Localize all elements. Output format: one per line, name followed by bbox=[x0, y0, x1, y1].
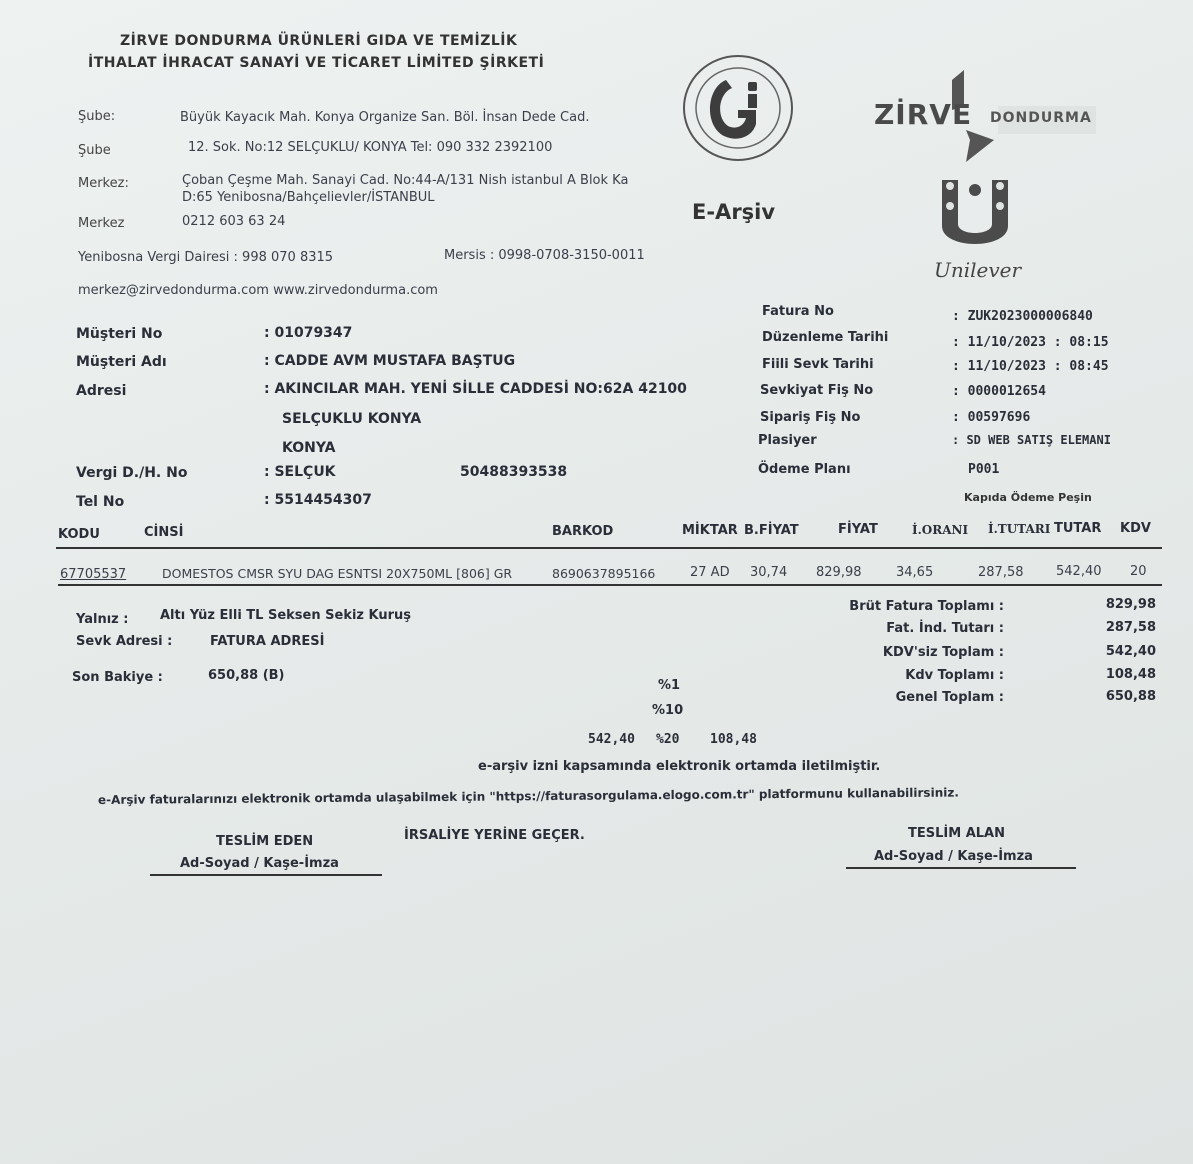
brand-word-dondurma: DONDURMA bbox=[990, 110, 1092, 126]
signature-line-right bbox=[846, 867, 1076, 869]
address-value: Çoban Çeşme Mah. Sanayi Cad. No:44-A/131 Nish istanbul A Blok Ka bbox=[182, 173, 629, 188]
earsiv-note: e-arşiv izni kapsamında elektronik ortamda iletilmiştir. bbox=[478, 759, 881, 774]
col-header-discount-amount: İ.TUTARI bbox=[988, 522, 1051, 536]
shipping-address-value: FATURA ADRESİ bbox=[210, 634, 325, 649]
unilever-logo-icon bbox=[932, 176, 1018, 260]
delivered-by-title: TESLİM EDEN bbox=[216, 834, 314, 849]
tax-number: 50488393538 bbox=[460, 464, 568, 480]
invoice-no-label: Fatura No bbox=[762, 304, 834, 319]
cell-code: 67705537 bbox=[60, 567, 127, 582]
tax-label: Vergi D./H. No bbox=[76, 465, 188, 481]
mersis-number: Mersis : 0998-0708-3150-0011 bbox=[444, 248, 645, 263]
order-slip-value: : 00597696 bbox=[952, 410, 1031, 425]
payment-plan-value: P001 bbox=[968, 462, 1000, 477]
discount-total-label: Fat. İnd. Tutarı : bbox=[886, 621, 1004, 636]
shipping-address-label: Sevk Adresi : bbox=[76, 634, 173, 649]
waybill-note: İRSALİYE YERİNE GEÇER. bbox=[404, 828, 585, 843]
vat-rate-1: %1 bbox=[658, 678, 681, 693]
gross-total-value: 829,98 bbox=[1105, 597, 1156, 612]
order-slip-label: Sipariş Fiş No bbox=[760, 410, 861, 425]
gross-total-label: Brüt Fatura Toplamı : bbox=[849, 599, 1004, 614]
company-name-line2: İTHALAT İHRACAT SANAYİ VE TİCARET LİMİTED ŞİRKETİ bbox=[88, 55, 545, 71]
vat-amount-20: 108,48 bbox=[710, 732, 757, 747]
cell-discount-rate: 34,65 bbox=[896, 565, 934, 580]
salesperson-label: Plasiyer bbox=[758, 433, 817, 448]
brand-word-zirve: ZİRVE bbox=[874, 98, 973, 131]
gib-seal-icon bbox=[680, 52, 796, 164]
vat-base-20: 542,40 bbox=[588, 732, 635, 747]
vat-rate-20: %20 bbox=[656, 732, 680, 747]
tax-office-value: : SELÇUK bbox=[264, 464, 336, 480]
cell-vat: 20 bbox=[1130, 564, 1147, 579]
received-by-sub: Ad-Soyad / Kaşe-İmza bbox=[874, 849, 1033, 864]
address-label: Şube bbox=[78, 143, 111, 158]
received-by-title: TESLİM ALAN bbox=[908, 826, 1005, 841]
cell-price: 829,98 bbox=[816, 565, 862, 580]
col-header-total: TUTAR bbox=[1054, 521, 1102, 536]
document-type: E-Arşiv bbox=[692, 200, 776, 224]
col-header-code: KODU bbox=[58, 527, 100, 542]
cell-discount-amount: 287,58 bbox=[978, 565, 1024, 580]
cell-total: 542,40 bbox=[1056, 564, 1102, 579]
discount-total-value: 287,58 bbox=[1105, 620, 1156, 635]
shipment-slip-label: Sevkiyat Fiş No bbox=[760, 383, 874, 398]
net-total-label: KDV'siz Toplam : bbox=[882, 645, 1004, 660]
col-header-price: FİYAT bbox=[838, 522, 878, 537]
amount-words-label: Yalnız : bbox=[76, 612, 129, 627]
net-total-value: 542,40 bbox=[1105, 644, 1156, 659]
address-label: Merkez: bbox=[78, 176, 129, 191]
address-value: Büyük Kayacık Mah. Konya Organize San. Böl. İnsan Dede Cad. bbox=[180, 110, 590, 125]
customer-no-value: : 01079347 bbox=[264, 325, 353, 341]
customer-address-cont: KONYA bbox=[282, 440, 336, 456]
table-header-rule bbox=[56, 547, 1162, 549]
customer-address-cont: SELÇUKLU KONYA bbox=[282, 411, 422, 427]
grand-total-value: 650,88 bbox=[1105, 689, 1156, 704]
dispatch-date-label: Fiili Sevk Tarihi bbox=[762, 357, 874, 372]
phone-value: : 5514454307 bbox=[264, 492, 372, 508]
payment-plan-label: Ödeme Planı bbox=[758, 462, 851, 477]
col-header-discount-rate: İ.ORANI bbox=[912, 523, 969, 537]
dispatch-date-value: : 11/10/2023 : 08:45 bbox=[952, 359, 1109, 374]
address-value-cont: D:65 Yenibosna/Bahçelievler/İSTANBUL bbox=[182, 190, 435, 205]
grand-total-label: Genel Toplam : bbox=[895, 690, 1004, 705]
cell-quantity: 27 AD bbox=[690, 565, 730, 580]
customer-address-label: Adresi bbox=[76, 383, 127, 399]
signature-line-left bbox=[150, 874, 382, 876]
customer-name-label: Müşteri Adı bbox=[76, 354, 167, 370]
col-header-unit-price: B.FİYAT bbox=[744, 523, 799, 538]
col-header-barcode: BARKOD bbox=[552, 524, 614, 539]
address-value: 0212 603 63 24 bbox=[182, 214, 286, 229]
balance-label: Son Bakiye : bbox=[72, 670, 163, 685]
customer-no-label: Müşteri No bbox=[76, 326, 163, 342]
customer-address-value: : AKINCILAR MAH. YENİ SİLLE CADDESİ NO:62A 42100 bbox=[264, 381, 687, 397]
vat-total-value: 108,48 bbox=[1105, 667, 1156, 682]
col-header-quantity: MİKTAR bbox=[682, 523, 738, 538]
phone-label: Tel No bbox=[76, 494, 125, 510]
payment-note: Kapıda Ödeme Peşin bbox=[964, 491, 1092, 504]
cell-unit-price: 30,74 bbox=[750, 565, 788, 580]
address-value: 12. Sok. No:12 SELÇUKLU/ KONYA Tel: 090 332 2392100 bbox=[188, 140, 553, 155]
address-label: Şube: bbox=[78, 109, 116, 124]
cell-barcode: 8690637895166 bbox=[552, 566, 656, 581]
delivered-by-sub: Ad-Soyad / Kaşe-İmza bbox=[180, 856, 339, 871]
col-header-description: CİNSİ bbox=[144, 525, 184, 540]
tax-office: Yenibosna Vergi Dairesi : 998 070 8315 bbox=[78, 250, 334, 265]
unilever-wordmark: Unilever bbox=[934, 258, 1022, 282]
col-header-vat: KDV bbox=[1120, 521, 1151, 536]
table-row-rule bbox=[58, 584, 1162, 586]
cell-description: DOMESTOS CMSR SYU DAG ESNTSI 20X750ML [806] GR bbox=[162, 566, 513, 581]
balance-value: 650,88 (B) bbox=[208, 668, 285, 683]
address-label: Merkez bbox=[78, 216, 125, 231]
shipment-slip-value: : 0000012654 bbox=[952, 384, 1046, 399]
company-name-line1: ZİRVE DONDURMA ÜRÜNLERİ GIDA VE TEMİZLİK bbox=[120, 33, 518, 49]
contact-info: merkez@zirvedondurma.com www.zirvedondurma.com bbox=[78, 283, 438, 298]
issue-date-label: Düzenleme Tarihi bbox=[762, 330, 889, 345]
customer-name-value: : CADDE AVM MUSTAFA BAŞTUG bbox=[264, 353, 516, 369]
vat-total-label: Kdv Toplamı : bbox=[905, 668, 1004, 683]
invoice-no-value: : ZUK2023000006840 bbox=[952, 309, 1093, 324]
vat-rate-10: %10 bbox=[652, 703, 684, 718]
issue-date-value: : 11/10/2023 : 08:15 bbox=[952, 335, 1109, 350]
salesperson-value: : SD WEB SATIŞ ELEMANI bbox=[952, 433, 1111, 447]
amount-words-value: Altı Yüz Elli TL Seksen Sekiz Kuruş bbox=[160, 608, 412, 623]
platform-note: e-Arşiv faturalarınızı elektronik ortamda ulaşabilmek için "https://faturasorgulama.elogo.com.tr" platformunu kullanabilirsiniz. bbox=[97, 785, 959, 807]
